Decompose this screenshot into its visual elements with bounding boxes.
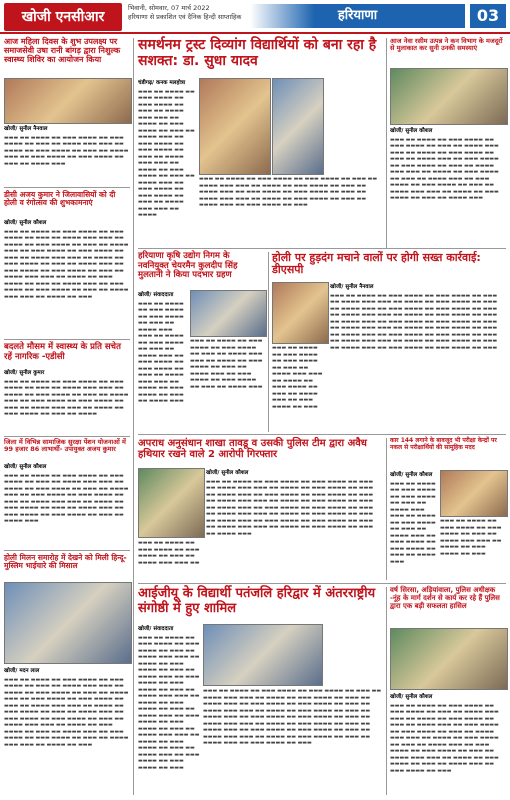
section-title: हरियाणा xyxy=(250,4,465,28)
divider xyxy=(4,550,130,551)
story-12-body-2 xyxy=(203,688,383,796)
story-5-headline: हरियाणा कृषि उद्योग निगम के नवनियुक्त चेयरमैन कुलदीप सिंह मुलतानी ने किया पदभार ग्रहण xyxy=(138,251,238,281)
story-9-text: ▬▬▬ ▬▬ ▬▬▬▬ ▬▬ ▬▬▬ ▬▬▬▬ ▬▬ ▬▬▬ ▬▬▬▬ ▬▬ ▬▬▬ ▬▬ ▬▬▬▬ ▬▬▬ ▬▬▬ ▬▬ ▬▬▬▬ ▬▬ ▬▬▬ ▬▬▬▬ ▬▬ ▬▬▬ ▬▬ ▬▬▬▬ ▬▬▬ ▬▬ ▬▬▬ ▬▬▬▬ ▬▬ ▬▬▬ ▬▬▬▬ ▬▬ ▬▬▬ ▬▬ ▬▬▬▬ ▬▬▬ ▬▬▬ ▬▬ ▬▬▬▬ ▬▬ ▬▬▬ ▬▬▬▬ ▬▬ ▬▬▬ ▬▬ ▬▬▬▬ ▬▬▬ ▬▬ ▬▬▬ ▬▬▬▬ ▬▬ ▬▬▬ ▬▬▬▬ ▬▬ ▬▬▬ ▬▬ ▬▬▬▬ ▬▬▬ ▬▬▬ ▬▬ ▬▬▬▬ ▬▬ ▬▬▬ ▬▬▬▬ ▬▬ ▬▬▬ ▬▬ ▬▬▬▬ ▬▬▬ ▬▬ ▬▬▬ ▬▬▬▬ ▬▬ ▬▬▬ ▬▬▬▬ ▬▬ ▬▬▬ ▬▬ ▬▬▬▬ ▬▬▬ ▬▬▬ ▬▬ ▬▬▬▬ ▬▬ ▬▬▬ ▬▬▬▬ ▬▬ ▬▬▬ ▬▬ ▬▬▬▬ ▬▬▬ xyxy=(206,478,374,537)
story-10-text: ▬▬▬ ▬▬ ▬▬▬▬ ▬▬ ▬▬▬ ▬▬▬▬ ▬▬ ▬▬▬ ▬▬▬▬ ▬▬ ▬▬▬ ▬▬ ▬▬▬▬ ▬▬▬ ▬▬▬ ▬▬ ▬▬▬▬ ▬▬ ▬▬▬ ▬▬▬▬ ▬▬ ▬▬▬ ▬▬ ▬▬▬▬ ▬▬▬ ▬▬ ▬▬▬ ▬▬▬▬ ▬▬ ▬▬▬ ▬▬▬▬ ▬▬ ▬▬▬ ▬▬ ▬▬▬▬ ▬▬▬ xyxy=(390,480,436,565)
story-8-headline: जिला में विभिन्न सामाजिक सुरक्षा पेंशन योजनाओं में 99 हजार 86 लाभार्थी- उपायुक्त अजय कुमार xyxy=(4,438,126,454)
story-12-text: ▬▬▬ ▬▬ ▬▬▬▬ ▬▬ ▬▬▬ ▬▬▬▬ ▬▬ ▬▬▬ ▬▬▬▬ ▬▬ ▬▬▬ ▬▬ ▬▬▬▬ ▬▬▬ ▬▬▬ ▬▬ ▬▬▬▬ ▬▬ ▬▬▬ ▬▬▬▬ ▬▬ ▬▬▬ ▬▬ ▬▬▬▬ ▬▬▬ ▬▬ ▬▬▬ ▬▬▬▬ ▬▬ ▬▬▬ ▬▬▬▬ ▬▬ ▬▬▬ ▬▬ ▬▬▬▬ ▬▬▬ ▬▬▬ ▬▬ ▬▬▬▬ ▬▬ ▬▬▬ ▬▬▬▬ ▬▬ ▬▬▬ ▬▬ ▬▬▬▬ ▬▬▬ ▬▬ ▬▬▬ ▬▬▬▬ ▬▬ ▬▬▬ ▬▬▬▬ ▬▬ ▬▬▬ ▬▬ ▬▬▬▬ ▬▬▬ ▬▬▬ ▬▬ ▬▬▬▬ ▬▬ ▬▬▬ ▬▬▬▬ ▬▬ ▬▬▬ ▬▬ ▬▬▬▬ ▬▬▬ ▬▬ ▬▬▬ ▬▬▬▬ ▬▬ ▬▬▬ ▬▬▬▬ ▬▬ ▬▬▬ xyxy=(138,634,200,771)
story-11-photo xyxy=(4,582,132,664)
story-1-photo xyxy=(4,78,132,124)
story-7-byline: खोजी/ सुनील कुमार xyxy=(4,370,45,376)
dateline-date: भिवानी, सोमवार, 07 मार्च 2022 xyxy=(128,4,210,12)
story-2-body xyxy=(138,78,196,243)
divider xyxy=(4,187,130,188)
story-4-headline: डीसी अजय कुमार ने जिलावासियों को दी होली व रंगोत्सव की शुभकामनाएं xyxy=(4,190,116,208)
story-13-photo xyxy=(390,628,508,690)
story-6-text-2: ▬▬▬ ▬▬ ▬▬▬▬ ▬▬ ▬▬▬ ▬▬▬▬ ▬▬ ▬▬▬ ▬▬▬▬ ▬▬ ▬▬▬ ▬▬ ▬▬▬▬ ▬▬▬ ▬▬▬ ▬▬ ▬▬▬▬ ▬▬ ▬▬▬ ▬▬▬▬ ▬▬ ▬▬▬ ▬▬ ▬▬▬▬ ▬▬▬ ▬▬ ▬▬▬ ▬▬▬▬ ▬▬ ▬▬▬ xyxy=(272,345,323,410)
story-13-body xyxy=(390,692,506,796)
divider xyxy=(4,339,130,340)
story-12-headline: आईजीयू के विद्यार्थी पतंजलि हरिद्वार में अंतरराष्ट्रीय संगोष्ठी में हुए शामिल xyxy=(138,586,376,616)
story-9-body xyxy=(206,468,384,580)
story-13-byline: खोजी/ सुनील कौशल xyxy=(390,694,433,700)
divider xyxy=(138,583,506,584)
story-5-text-2: ▬▬▬ ▬▬ ▬▬▬▬ ▬▬ ▬▬▬ ▬▬▬▬ ▬▬ ▬▬▬ ▬▬▬▬ ▬▬ ▬▬▬ ▬▬ ▬▬▬▬ ▬▬▬ ▬▬▬ ▬▬ ▬▬▬▬ ▬▬ ▬▬▬ ▬▬▬▬ ▬▬ ▬▬▬ ▬▬ ▬▬▬▬ ▬▬▬ ▬▬ ▬▬▬ ▬▬▬▬ ▬▬ ▬▬▬ ▬▬▬▬ ▬▬ ▬▬▬ ▬▬ ▬▬▬▬ ▬▬▬ xyxy=(190,338,263,390)
story-6-byline: खोजी/ सुनील नैनवाल xyxy=(330,284,374,290)
column-divider xyxy=(386,587,387,795)
story-4-body xyxy=(4,218,130,336)
story-7-text: ▬▬▬ ▬▬ ▬▬▬▬ ▬▬ ▬▬▬ ▬▬▬▬ ▬▬ ▬▬▬ ▬▬▬▬ ▬▬ ▬▬▬ ▬▬ ▬▬▬▬ ▬▬▬ ▬▬▬ ▬▬ ▬▬▬▬ ▬▬ ▬▬▬ ▬▬▬▬ ▬▬ ▬▬▬ ▬▬ ▬▬▬▬ ▬▬▬ ▬▬ ▬▬▬ ▬▬▬▬ ▬▬ ▬▬▬ ▬▬▬▬ ▬▬ ▬▬▬ ▬▬ ▬▬▬▬ ▬▬▬ ▬▬▬ ▬▬ ▬▬▬▬ ▬▬ ▬▬▬ ▬▬▬▬ ▬▬ ▬▬▬ ▬▬ ▬▬▬▬ xyxy=(4,378,129,417)
story-5-photo xyxy=(190,290,267,337)
story-11-byline: खोजी/ मदन लाल xyxy=(4,668,40,674)
story-1-text: ▬▬▬ ▬▬ ▬▬▬▬ ▬▬ ▬▬▬ ▬▬▬▬ ▬▬ ▬▬▬ ▬▬▬▬ ▬▬ ▬▬▬ ▬▬ ▬▬▬▬ ▬▬▬ ▬▬▬ ▬▬ ▬▬▬▬ ▬▬ ▬▬▬ ▬▬▬▬ ▬▬ ▬▬▬ ▬▬ ▬▬▬▬ ▬▬▬ ▬▬ ▬▬▬ ▬▬▬▬ ▬▬ ▬▬▬ ▬▬▬▬ ▬▬ ▬▬▬ ▬▬ ▬▬▬▬ ▬▬▬ xyxy=(4,134,129,167)
story-3-body xyxy=(390,126,506,246)
story-4-byline: खोजी/ सुनील कौशल xyxy=(4,220,47,226)
story-2-photo-1 xyxy=(199,78,271,175)
story-8-text: ▬▬▬ ▬▬ ▬▬▬▬ ▬▬ ▬▬▬ ▬▬▬▬ ▬▬ ▬▬▬ ▬▬▬▬ ▬▬ ▬▬▬ ▬▬ ▬▬▬▬ ▬▬▬ ▬▬▬ ▬▬ ▬▬▬▬ ▬▬ ▬▬▬ ▬▬▬▬ ▬▬ ▬▬▬ ▬▬ ▬▬▬▬ ▬▬▬ ▬▬ ▬▬▬ ▬▬▬▬ ▬▬ ▬▬▬ ▬▬▬▬ ▬▬ ▬▬▬ ▬▬ ▬▬▬▬ ▬▬▬ ▬▬▬ ▬▬ ▬▬▬▬ ▬▬ ▬▬▬ ▬▬▬▬ ▬▬ ▬▬▬ ▬▬ ▬▬▬▬ ▬▬▬ ▬▬ ▬▬▬ ▬▬▬▬ ▬▬ ▬▬▬ ▬▬▬▬ ▬▬ ▬▬▬ ▬▬ ▬▬▬▬ ▬▬▬ xyxy=(4,472,129,524)
story-6-photo xyxy=(272,282,329,344)
divider xyxy=(4,436,130,437)
story-2-body-2 xyxy=(199,176,382,241)
divider xyxy=(138,434,506,435)
story-6-body-2 xyxy=(272,345,327,432)
story-12-body xyxy=(138,624,200,796)
story-9-photo xyxy=(138,468,205,538)
story-2-headline: समर्थनम ट्रस्ट दिव्यांग विद्यार्थियों को बना रहा है सशक्त: डा. सुधा यादव xyxy=(138,37,377,69)
column-divider xyxy=(386,438,387,580)
story-3-headline: आज नेवा रसीम उत्पन्न ने कन विभाग के मजदूरों से मुलाकात कर सुनी उनकी समस्याएं xyxy=(390,37,503,53)
story-4-text: ▬▬▬ ▬▬ ▬▬▬▬ ▬▬ ▬▬▬ ▬▬▬▬ ▬▬ ▬▬▬ ▬▬▬▬ ▬▬ ▬▬▬ ▬▬ ▬▬▬▬ ▬▬▬ ▬▬▬ ▬▬ ▬▬▬▬ ▬▬ ▬▬▬ ▬▬▬▬ ▬▬ ▬▬▬ ▬▬ ▬▬▬▬ ▬▬▬ ▬▬ ▬▬▬ ▬▬▬▬ ▬▬ ▬▬▬ ▬▬▬▬ ▬▬ ▬▬▬ ▬▬ ▬▬▬▬ ▬▬▬ ▬▬▬ ▬▬ ▬▬▬▬ ▬▬ ▬▬▬ ▬▬▬▬ ▬▬ ▬▬▬ ▬▬ ▬▬▬▬ ▬▬▬ ▬▬ ▬▬▬ ▬▬▬▬ ▬▬ ▬▬▬ ▬▬▬▬ ▬▬ ▬▬▬ ▬▬ ▬▬▬▬ ▬▬▬ ▬▬▬ ▬▬ ▬▬▬▬ ▬▬ ▬▬▬ ▬▬▬▬ ▬▬ ▬▬▬ ▬▬ ▬▬▬▬ ▬▬▬ ▬▬ ▬▬▬ ▬▬▬▬ ▬▬ ▬▬▬ ▬▬▬▬ ▬▬ ▬▬▬ ▬▬ ▬▬▬▬ ▬▬▬ ▬▬▬ ▬▬ ▬▬▬▬ ▬▬ ▬▬▬ xyxy=(4,228,129,300)
story-10-byline: खोजी/ सुनील कौशल xyxy=(390,472,433,478)
column-divider xyxy=(133,38,134,795)
story-6-headline: होली पर हुड़दंग मचाने वालों पर होगी सख्त कार्रवाई: डीएसपी xyxy=(272,251,481,277)
divider xyxy=(138,248,506,249)
story-12-text-2: ▬▬▬ ▬▬ ▬▬▬▬ ▬▬ ▬▬▬ ▬▬▬▬ ▬▬ ▬▬▬ ▬▬▬▬ ▬▬ ▬▬▬ ▬▬ ▬▬▬▬ ▬▬▬ ▬▬▬ ▬▬ ▬▬▬▬ ▬▬ ▬▬▬ ▬▬▬▬ ▬▬ ▬▬▬ ▬▬ ▬▬▬▬ ▬▬▬ ▬▬ ▬▬▬ ▬▬▬▬ ▬▬ ▬▬▬ ▬▬▬▬ ▬▬ ▬▬▬ ▬▬ ▬▬▬▬ ▬▬▬ ▬▬▬ ▬▬ ▬▬▬▬ ▬▬ ▬▬▬ ▬▬▬▬ ▬▬ ▬▬▬ ▬▬ ▬▬▬▬ ▬▬▬ ▬▬ ▬▬▬ ▬▬▬▬ ▬▬ ▬▬▬ ▬▬▬▬ ▬▬ ▬▬▬ ▬▬ ▬▬▬▬ ▬▬▬ ▬▬▬ ▬▬ ▬▬▬▬ ▬▬ ▬▬▬ ▬▬▬▬ ▬▬ ▬▬▬ ▬▬ ▬▬▬▬ ▬▬▬ ▬▬ ▬▬▬ ▬▬▬▬ ▬▬ ▬▬▬ ▬▬▬▬ ▬▬ ▬▬▬ ▬▬ ▬▬▬▬ ▬▬▬ ▬▬▬ ▬▬ ▬▬▬▬ ▬▬ ▬▬▬ ▬▬▬▬ ▬▬ ▬▬▬ ▬▬ ▬▬▬▬ ▬▬▬ ▬▬ ▬▬▬ ▬▬▬▬ ▬▬ ▬▬▬ xyxy=(203,688,382,746)
story-9-body-2 xyxy=(138,540,203,580)
story-5-text: ▬▬▬ ▬▬ ▬▬▬▬ ▬▬ ▬▬▬ ▬▬▬▬ ▬▬ ▬▬▬ ▬▬▬▬ ▬▬ ▬▬▬ ▬▬ ▬▬▬▬ ▬▬▬ ▬▬▬ ▬▬ ▬▬▬▬ ▬▬ ▬▬▬ ▬▬▬▬ ▬▬ ▬▬▬ ▬▬ ▬▬▬▬ ▬▬▬ ▬▬ ▬▬▬ ▬▬▬▬ ▬▬ ▬▬▬ ▬▬▬▬ ▬▬ ▬▬▬ ▬▬ ▬▬▬▬ ▬▬▬ ▬▬▬ ▬▬ ▬▬▬▬ ▬▬ ▬▬▬ ▬▬▬▬ ▬▬ ▬▬▬ ▬▬ ▬▬▬▬ ▬▬▬ xyxy=(138,300,184,404)
story-8-byline: खोजी/ सुनील कौशल xyxy=(4,464,47,470)
story-3-photo xyxy=(390,68,508,125)
story-2-photo-2 xyxy=(272,78,324,175)
story-2-text: ▬▬▬ ▬▬ ▬▬▬▬ ▬▬ ▬▬▬ ▬▬▬▬ ▬▬ ▬▬▬ ▬▬▬▬ ▬▬ ▬▬▬ ▬▬ ▬▬▬▬ ▬▬▬ ▬▬▬ ▬▬ ▬▬▬▬ ▬▬ ▬▬▬ ▬▬▬▬ ▬▬ ▬▬▬ ▬▬ ▬▬▬▬ ▬▬▬ ▬▬ ▬▬▬ ▬▬▬▬ ▬▬ ▬▬▬ ▬▬▬▬ ▬▬ ▬▬▬ ▬▬ ▬▬▬▬ ▬▬▬ ▬▬▬ ▬▬ ▬▬▬▬ ▬▬ ▬▬▬ ▬▬▬▬ ▬▬ ▬▬▬ ▬▬ ▬▬▬▬ ▬▬▬ ▬▬ ▬▬▬ ▬▬▬▬ ▬▬ ▬▬▬ ▬▬▬▬ ▬▬ ▬▬▬ ▬▬ ▬▬▬▬ ▬▬▬ ▬▬▬ ▬▬ ▬▬▬▬ xyxy=(138,88,195,218)
story-10-text-2: ▬▬▬ ▬▬ ▬▬▬▬ ▬▬ ▬▬▬ ▬▬▬▬ ▬▬ ▬▬▬ ▬▬▬▬ ▬▬ ▬▬▬ ▬▬ ▬▬▬▬ ▬▬▬ ▬▬▬ ▬▬ ▬▬▬▬ ▬▬ ▬▬▬ ▬▬▬▬ ▬▬ ▬▬▬ xyxy=(440,518,502,557)
story-10-photo xyxy=(440,470,508,517)
masthead-rule xyxy=(0,32,510,34)
story-1-headline: आज महिला दिवस के शुभ उपलक्ष्य पर समाजसेवी उषा रानी बांगड़ द्वारा निशुल्क स्वास्थ्य शिविर का आयोजन किया xyxy=(4,37,121,64)
story-3-text: ▬▬▬ ▬▬ ▬▬▬▬ ▬▬ ▬▬▬ ▬▬▬▬ ▬▬ ▬▬▬ ▬▬▬▬ ▬▬ ▬▬▬ ▬▬ ▬▬▬▬ ▬▬▬ ▬▬▬ ▬▬ ▬▬▬▬ ▬▬ ▬▬▬ ▬▬▬▬ ▬▬ ▬▬▬ ▬▬ ▬▬▬▬ ▬▬▬ ▬▬ ▬▬▬ ▬▬▬▬ ▬▬ ▬▬▬ ▬▬▬▬ ▬▬ ▬▬▬ ▬▬ ▬▬▬▬ ▬▬▬ ▬▬▬ ▬▬ ▬▬▬▬ ▬▬ ▬▬▬ ▬▬▬▬ ▬▬ ▬▬▬ ▬▬ ▬▬▬▬ ▬▬▬ ▬▬ ▬▬▬ ▬▬▬▬ ▬▬ ▬▬▬ ▬▬▬▬ ▬▬ ▬▬▬ ▬▬ ▬▬▬▬ ▬▬▬ ▬▬▬ ▬▬ ▬▬▬▬ ▬▬ ▬▬▬ ▬▬▬▬ ▬▬ ▬▬▬ ▬▬ ▬▬▬▬ ▬▬▬ xyxy=(390,136,499,201)
story-8-body xyxy=(4,462,130,547)
story-2-byline: चंडीगढ़/ कनक मलहोत्रा xyxy=(138,80,186,86)
story-3-byline: खोजी/ सुनील कौशल xyxy=(390,128,433,134)
story-11-text: ▬▬▬ ▬▬ ▬▬▬▬ ▬▬ ▬▬▬ ▬▬▬▬ ▬▬ ▬▬▬ ▬▬▬▬ ▬▬ ▬▬▬ ▬▬ ▬▬▬▬ ▬▬▬ ▬▬▬ ▬▬ ▬▬▬▬ ▬▬ ▬▬▬ ▬▬▬▬ ▬▬ ▬▬▬ ▬▬ ▬▬▬▬ ▬▬▬ ▬▬ ▬▬▬ ▬▬▬▬ ▬▬ ▬▬▬ ▬▬▬▬ ▬▬ ▬▬▬ ▬▬ ▬▬▬▬ ▬▬▬ ▬▬▬ ▬▬ ▬▬▬▬ ▬▬ ▬▬▬ ▬▬▬▬ ▬▬ ▬▬▬ ▬▬ ▬▬▬▬ ▬▬▬ ▬▬ ▬▬▬ ▬▬▬▬ ▬▬ ▬▬▬ ▬▬▬▬ ▬▬ ▬▬▬ ▬▬ ▬▬▬▬ ▬▬▬ ▬▬▬ ▬▬ ▬▬▬▬ ▬▬ ▬▬▬ ▬▬▬▬ ▬▬ ▬▬▬ ▬▬ ▬▬▬▬ ▬▬▬ ▬▬ ▬▬▬ ▬▬▬▬ ▬▬ ▬▬▬ ▬▬▬▬ ▬▬ ▬▬▬ ▬▬ ▬▬▬▬ ▬▬▬ ▬▬▬ ▬▬ ▬▬▬▬ ▬▬ ▬▬▬ xyxy=(4,676,129,748)
story-11-headline: होली मिलन समारोह में देखने को मिली हिन्दू- मुस्लिम भाईचारे की मिसाल xyxy=(4,553,127,571)
story-10-body xyxy=(390,470,438,580)
story-5-byline: खोजी/ संवाददाता xyxy=(138,292,174,298)
story-2-text-2: ▬▬▬ ▬▬ ▬▬▬▬ ▬▬ ▬▬▬ ▬▬▬▬ ▬▬ ▬▬▬ ▬▬▬▬ ▬▬ ▬▬▬ ▬▬ ▬▬▬▬ ▬▬▬ ▬▬▬ ▬▬ ▬▬▬▬ ▬▬ ▬▬▬ ▬▬▬▬ ▬▬ ▬▬▬ ▬▬ ▬▬▬▬ ▬▬▬ ▬▬ ▬▬▬ ▬▬▬▬ ▬▬ ▬▬▬ ▬▬▬▬ ▬▬ ▬▬▬ ▬▬ ▬▬▬▬ ▬▬▬ ▬▬▬ ▬▬ ▬▬▬▬ ▬▬ ▬▬▬ ▬▬▬▬ ▬▬ ▬▬▬ ▬▬ ▬▬▬▬ ▬▬▬ ▬▬ ▬▬▬ ▬▬▬▬ ▬▬ ▬▬▬ xyxy=(199,176,378,208)
story-9-byline: खोजी/ सुनील कौशल xyxy=(206,470,249,476)
newspaper-logo: खोजी एनसीआर xyxy=(4,3,122,31)
story-6-body xyxy=(330,282,506,432)
page-number: 03 xyxy=(470,4,506,28)
story-5-body-2 xyxy=(190,338,265,430)
story-7-body xyxy=(4,368,130,433)
story-9-text-2: ▬▬▬ ▬▬ ▬▬▬▬ ▬▬ ▬▬▬ ▬▬▬▬ ▬▬ ▬▬▬ ▬▬▬▬ ▬▬ ▬▬▬ ▬▬ ▬▬▬▬ ▬▬▬ ▬▬▬ ▬▬ xyxy=(138,540,200,566)
story-10-headline: कार 144 लगाने के बावजूद भी परीक्षा केन्द्रों पर नकल से परीक्षार्थियों की सामूहिक मदद xyxy=(390,437,497,451)
story-9-headline: अपराध अनुसंधान शाखा तावडू व उसकी पुलिस टीम द्वारा अवैध हथियार रखने वाले 2 आरोपी गिरफ्तार xyxy=(138,438,367,461)
masthead xyxy=(0,0,510,34)
story-7-headline: बदलते मौसम में स्वास्थ्य के प्रति सचेत रहें नागरिक -एडीसी xyxy=(4,342,121,362)
story-13-headline: वर्ष सिरसा, अड़ियांवाला, पुलिस अधीक्षक -नूंह के मार्ग दर्शन से कार्य कर रहे हैं पुलिस द्वारा एक बड़ी सफलता हासिल xyxy=(390,586,500,610)
story-1-body xyxy=(4,124,130,184)
story-11-body xyxy=(4,666,130,796)
story-12-byline: खोजी/ संवाददाता xyxy=(138,626,174,632)
column-divider xyxy=(268,252,269,432)
story-6-text: ▬▬▬ ▬▬ ▬▬▬▬ ▬▬ ▬▬▬ ▬▬▬▬ ▬▬ ▬▬▬ ▬▬▬▬ ▬▬ ▬▬▬ ▬▬ ▬▬▬▬ ▬▬▬ ▬▬▬ ▬▬ ▬▬▬▬ ▬▬ ▬▬▬ ▬▬▬▬ ▬▬ ▬▬▬ ▬▬ ▬▬▬▬ ▬▬▬ ▬▬ ▬▬▬ ▬▬▬▬ ▬▬ ▬▬▬ ▬▬▬▬ ▬▬ ▬▬▬ ▬▬ ▬▬▬▬ ▬▬▬ ▬▬▬ ▬▬ ▬▬▬▬ ▬▬ ▬▬▬ ▬▬▬▬ ▬▬ ▬▬▬ ▬▬ ▬▬▬▬ ▬▬▬ ▬▬ ▬▬▬ ▬▬▬▬ ▬▬ ▬▬▬ ▬▬▬▬ ▬▬ ▬▬▬ ▬▬ ▬▬▬▬ ▬▬▬ ▬▬▬ ▬▬ ▬▬▬▬ ▬▬ ▬▬▬ ▬▬▬▬ ▬▬ ▬▬▬ ▬▬ ▬▬▬▬ ▬▬▬ ▬▬ ▬▬▬ ▬▬▬▬ ▬▬ ▬▬▬ ▬▬▬▬ ▬▬ ▬▬▬ ▬▬ ▬▬▬▬ ▬▬▬ ▬▬▬ ▬▬ ▬▬▬▬ ▬▬ ▬▬▬ ▬▬▬▬ ▬▬ ▬▬▬ ▬▬ ▬▬▬▬ ▬▬▬ ▬▬ ▬▬▬ ▬▬▬▬ ▬▬ ▬▬▬ ▬▬▬▬ ▬▬ ▬▬▬ xyxy=(330,292,498,351)
column-divider xyxy=(386,38,387,248)
story-12-photo xyxy=(203,624,323,686)
story-13-text: ▬▬▬ ▬▬ ▬▬▬▬ ▬▬ ▬▬▬ ▬▬▬▬ ▬▬ ▬▬▬ ▬▬▬▬ ▬▬ ▬▬▬ ▬▬ ▬▬▬▬ ▬▬▬ ▬▬▬ ▬▬ ▬▬▬▬ ▬▬ ▬▬▬ ▬▬▬▬ ▬▬ ▬▬▬ ▬▬ ▬▬▬▬ ▬▬▬ ▬▬ ▬▬▬ ▬▬▬▬ ▬▬ ▬▬▬ ▬▬▬▬ ▬▬ ▬▬▬ ▬▬ ▬▬▬▬ ▬▬▬ ▬▬▬ ▬▬ ▬▬▬▬ ▬▬ ▬▬▬ ▬▬▬▬ ▬▬ ▬▬▬ ▬▬ ▬▬▬▬ ▬▬▬ ▬▬ ▬▬▬ ▬▬▬▬ ▬▬ ▬▬▬ ▬▬▬▬ ▬▬ ▬▬▬ ▬▬ ▬▬▬▬ ▬▬▬ ▬▬▬ ▬▬ ▬▬▬▬ ▬▬ ▬▬▬ ▬▬▬▬ ▬▬ ▬▬▬ ▬▬ ▬▬▬▬ ▬▬▬ ▬▬ ▬▬▬ ▬▬▬▬ ▬▬ ▬▬▬ xyxy=(390,702,499,774)
dateline-sub: हरियाणा से प्रकाशित एवं दैनिक हिन्दी साप्ताहिक xyxy=(128,13,242,21)
story-1-byline: खोजी/ सुनील नैनवाल xyxy=(4,126,48,132)
story-5-body xyxy=(138,290,188,430)
story-10-body-2 xyxy=(440,518,506,580)
